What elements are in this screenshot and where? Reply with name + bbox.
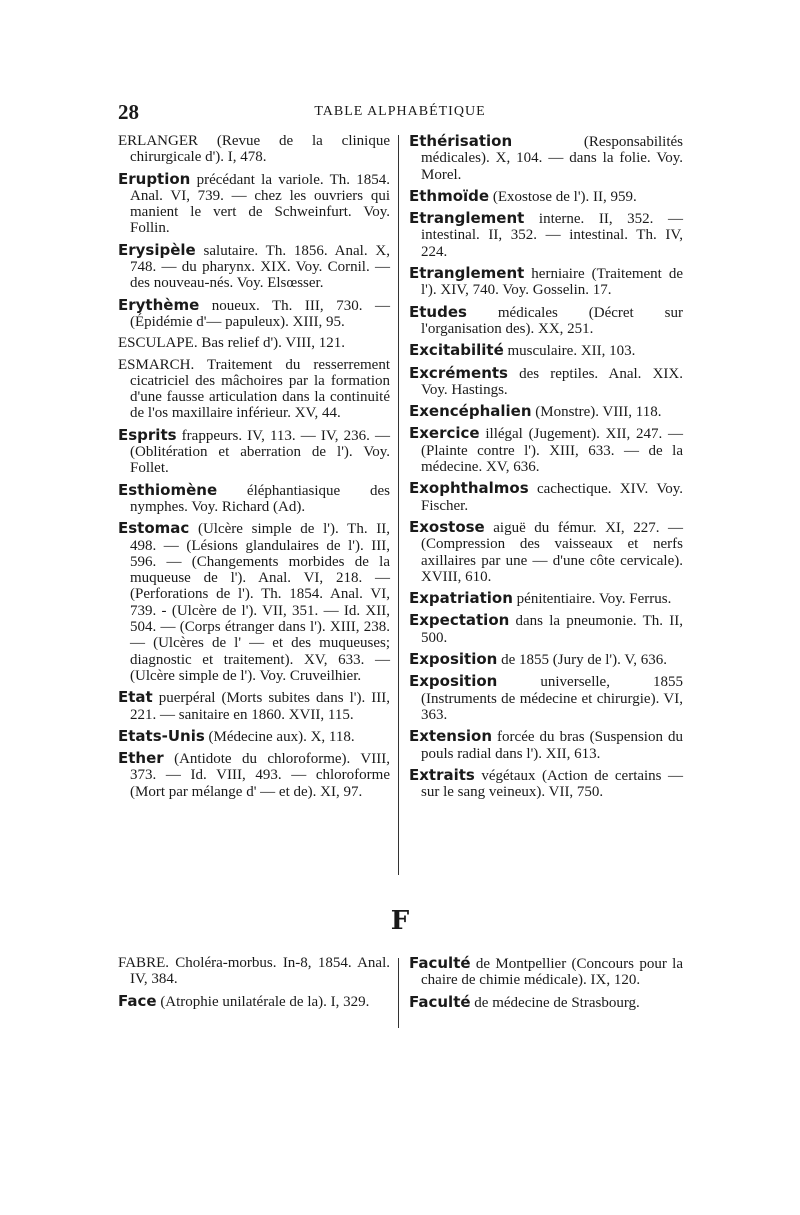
index-entry	[409, 425, 683, 475]
entry-text: cachectique. XIV. Voy. Fischer.	[421, 481, 683, 514]
entry-heading: Etats-Unis	[118, 726, 205, 745]
entry-text: forcée du bras (Suspension du pouls radial dans l'). XII, 613.	[421, 729, 683, 762]
index-entry	[409, 342, 683, 359]
entry-heading: ESMARCH.	[118, 356, 195, 373]
left-column-f	[118, 955, 390, 1015]
index-entry	[409, 728, 683, 762]
entry-heading: Exostose	[409, 517, 485, 536]
entry-heading: Estomac	[118, 519, 190, 538]
index-entry	[118, 482, 390, 516]
section-letter: F	[390, 906, 410, 936]
index-entry	[409, 673, 683, 723]
index-entry	[409, 265, 683, 299]
index-entry	[118, 728, 390, 745]
entry-heading: Exposition	[409, 672, 498, 691]
entry-text: salutaire. Th. 1856. Anal. X, 748. — du pharynx. XIX. Voy. Cornil. — des nouveau-nés. Voy. Elsœsser.	[130, 242, 390, 292]
entry-heading: Face	[118, 991, 157, 1010]
entry-text: de médecine de Strasbourg.	[470, 994, 640, 1011]
index-entry	[118, 520, 390, 684]
entry-heading: Etat	[118, 688, 153, 707]
entry-heading: Esthiomène	[118, 480, 218, 499]
entry-text: pénitentiaire. Voy. Ferrus.	[512, 591, 672, 608]
entry-text: (Revue de la clinique chirurgicale d'). I, 478.	[130, 133, 390, 166]
entry-heading: Expatriation	[409, 589, 513, 608]
entry-text: illégal (Jugement). XII, 247. — (Plainte contre l'). XIII, 633. — de la médecine. XV, 636.	[421, 426, 683, 476]
entry-heading: Ethmoïde	[409, 186, 490, 205]
entry-text: universelle, 1855 (Instruments de médecine et chirurgie). VI, 363.	[421, 674, 683, 723]
entry-text: frappeurs. IV, 113. — IV, 236. — (Oblitération et aberration de l'). Voy. Follet.	[130, 427, 390, 477]
entry-heading: Exophthalmos	[409, 479, 529, 498]
entry-heading: Faculté	[409, 954, 471, 972]
entry-heading: ESCULAPE.	[118, 335, 198, 352]
index-entry	[409, 994, 683, 1011]
entry-text: (Monstre). VIII, 118.	[531, 404, 662, 421]
entry-heading: ERLANGER	[118, 133, 198, 149]
entry-text: (Exostose de l'). II, 959.	[489, 188, 637, 205]
entry-heading: Etranglement	[409, 264, 525, 283]
entry-heading: Extraits	[409, 765, 475, 784]
entry-heading: Esprits	[118, 425, 177, 444]
entry-heading: Extension	[409, 727, 492, 746]
entry-heading: Ethérisation	[409, 132, 513, 150]
column-divider-f	[398, 958, 399, 1028]
index-entry	[118, 357, 390, 422]
entry-text: de Montpellier (Concours pour la chaire de chimie médicale). IX, 120.	[421, 956, 683, 989]
entry-text: des reptiles. Anal. XIX. Voy. Hastings.	[421, 365, 683, 398]
entry-heading: Expectation	[409, 611, 510, 630]
entry-text: Traitement du resserrement cicatriciel des mâchoires par la formation d'une fausse articulation dans la continuité de l'os maxillaire inférieur. XV, 44.	[130, 356, 390, 422]
index-entry	[409, 612, 683, 646]
entry-text: interne. II, 352. — intestinal. II, 352. — intestinal. Th. IV, 224.	[421, 211, 683, 260]
entry-heading: Excitabilité	[409, 341, 504, 360]
index-entry	[118, 133, 390, 166]
index-entry	[118, 297, 390, 331]
index-entry	[409, 188, 683, 205]
entry-text: dans la pneumonie. Th. II, 500.	[421, 613, 683, 646]
entry-text: noueux. Th. III, 730. — (Épidémie d'— papuleux). XIII, 95.	[130, 297, 390, 330]
entry-heading: Etranglement	[409, 209, 525, 228]
index-entry	[409, 133, 683, 183]
index-entry	[118, 993, 390, 1010]
entry-text: (Responsabilités médicales). X, 104. — dans la folie. Voy. Morel.	[421, 134, 683, 183]
entry-text: (Antidote du chloroforme). VIII, 373. — Id. VIII, 493. — chloroforme (Mort par mélange d' — et de). XI, 97.	[130, 751, 390, 800]
entry-text: herniaire (Traitement de l'). XIV, 740. Voy. Gosselin. 17.	[421, 266, 683, 299]
entry-heading: Ether	[118, 749, 164, 768]
entry-heading: Faculté	[409, 992, 471, 1011]
index-entry	[118, 955, 390, 988]
right-column	[409, 133, 683, 805]
index-entry	[409, 651, 683, 668]
entry-text: (Ulcère simple de l'). Th. II, 498. — (Lésions glandulaires de l'). III, 596. — (Changements morbides de la muqueuse de l'). Anal. VI, 218. — (Perforations de l'). Th. 1854. Anal. VI, 739. - (Ulcère de l'). VII, 351. — Id. XII, 504. — (Corps étranger dans l'). XIII, 238. — (Ulcères de l' — et des muqueuses; diagnostic et traitement). XV, 633. — (Ulcère simple de l'). Voy. Cruveilhier.	[130, 521, 390, 684]
index-entry	[118, 171, 390, 237]
entry-text: aiguë du fémur. XI, 227. — (Compression des vaisseaux et nerfs axillaires par une — d'une côte cervicale). XVIII, 610.	[421, 519, 683, 585]
entry-text: de 1855 (Jury de l'). V, 636.	[497, 652, 667, 669]
index-entry	[118, 427, 390, 477]
left-column	[118, 133, 390, 805]
index-entry	[409, 955, 683, 989]
entry-text: médicales (Décret sur l'organisation des). XX, 251.	[421, 304, 683, 337]
entry-heading: Exencéphalien	[409, 402, 532, 421]
index-entry	[409, 767, 683, 801]
page-number: 28	[118, 100, 139, 124]
entry-heading: Exercice	[409, 424, 480, 443]
running-title: TABLE ALPHABÉTIQUE	[314, 104, 486, 119]
index-entry	[409, 590, 683, 607]
index-entry	[118, 689, 390, 723]
entry-heading: Exposition	[409, 650, 498, 669]
index-entry	[409, 365, 683, 399]
entry-heading: Erysipèle	[118, 240, 196, 259]
index-entry	[118, 335, 390, 351]
index-entry	[409, 519, 683, 585]
right-column-f	[409, 955, 683, 1016]
entry-heading: Erythème	[118, 295, 200, 314]
index-entry	[409, 403, 683, 420]
entry-text: (Médecine aux). X, 118.	[204, 728, 355, 745]
index-entry	[409, 480, 683, 514]
entry-text: précédant la variole. Th. 1854. Anal. VI, 739. — chez les ouvriers qui manient le vert de Schweinfurt. Voy. Follin.	[130, 171, 390, 237]
index-entry	[118, 750, 390, 800]
index-entry	[409, 210, 683, 260]
entry-heading: Etudes	[409, 302, 467, 321]
index-entry	[409, 304, 683, 338]
entry-heading: FABRE.	[118, 955, 169, 971]
entry-text: éléphantiasique des nymphes. Voy. Richard (Ad).	[130, 482, 390, 515]
entry-text: Bas relief d'). VIII, 121.	[197, 335, 345, 352]
column-divider	[398, 135, 399, 875]
entry-text: puerpéral (Morts subites dans l'). III, 221. — sanitaire en 1860. XVII, 115.	[130, 690, 390, 723]
entry-text: végétaux (Action de certains — sur le sang veineux). VII, 750.	[421, 767, 683, 801]
entry-heading: Excréments	[409, 363, 508, 382]
entry-text: (Atrophie unilatérale de la). I, 329.	[156, 993, 370, 1010]
entry-text: Choléra-morbus. In-8, 1854. Anal. IV, 384.	[130, 955, 390, 988]
entry-text: musculaire. XII, 103.	[503, 343, 636, 360]
index-entry	[118, 242, 390, 292]
entry-heading: Eruption	[118, 169, 191, 188]
